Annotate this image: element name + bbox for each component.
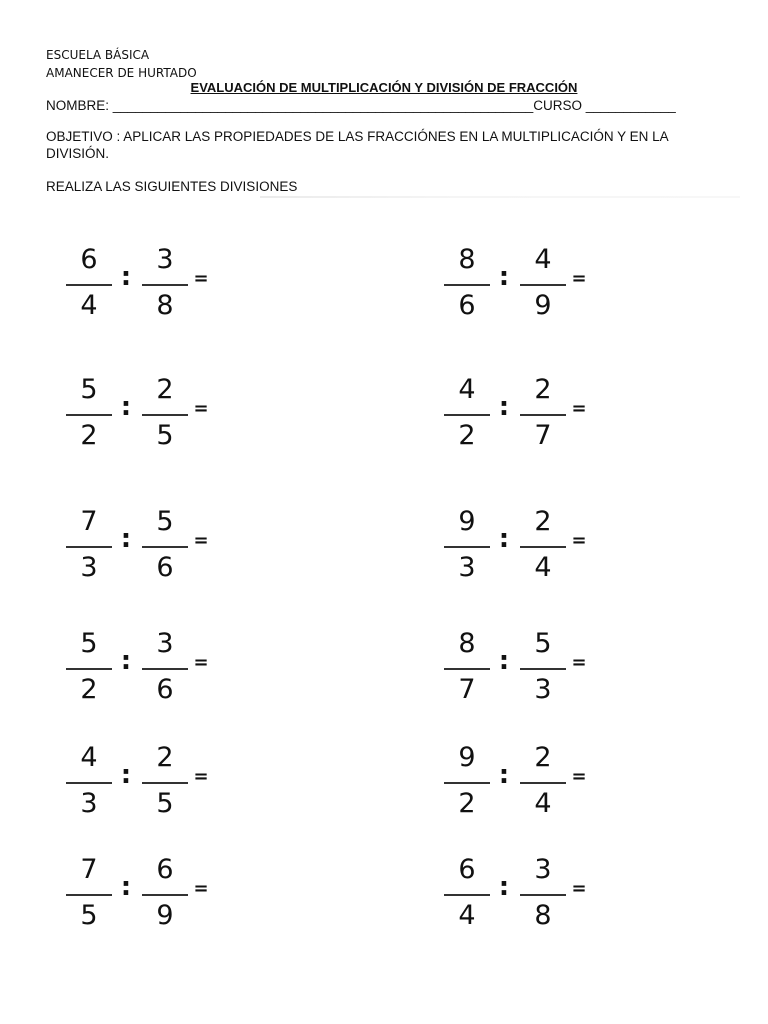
school-subtitle: AMANECER DE HURTADO: [46, 66, 197, 80]
dividend-fraction: [64, 850, 114, 940]
numerator: 2: [534, 374, 552, 405]
division-operator: :: [498, 760, 510, 790]
numerator: 7: [80, 854, 98, 885]
dividend-fraction: [64, 240, 114, 330]
denominator: 3: [534, 674, 552, 705]
division-exercise: [64, 624, 244, 714]
denominator: 6: [458, 290, 476, 321]
numerator: 2: [156, 374, 174, 405]
division-exercise: [64, 738, 244, 828]
school-name: ESCUELA BÁSICA: [46, 48, 150, 62]
fraction-bar: [142, 668, 188, 670]
fraction-bar: [520, 782, 566, 784]
fraction-bar: [444, 894, 490, 896]
fraction-bar: [520, 894, 566, 896]
equals-sign: =: [193, 766, 209, 787]
divisor-fraction: [140, 370, 190, 460]
dividend-fraction: [442, 240, 492, 330]
equals-sign: =: [193, 268, 209, 289]
numerator: 4: [80, 742, 98, 773]
equals-sign: =: [571, 268, 587, 289]
denominator: 3: [80, 788, 98, 819]
dividend-fraction: [442, 370, 492, 460]
fraction-bar: [444, 668, 490, 670]
numerator: 8: [458, 244, 476, 275]
division-exercise: [442, 850, 622, 940]
numerator: 4: [458, 374, 476, 405]
numerator: 7: [80, 506, 98, 537]
fraction-bar: [142, 782, 188, 784]
denominator: 7: [458, 674, 476, 705]
name-course-line[interactable]: NOMBRE: ________________________________________________________CURSO ____________: [46, 98, 676, 113]
division-exercise: [442, 370, 622, 460]
fraction-bar: [520, 668, 566, 670]
denominator: 3: [80, 552, 98, 583]
dividend-fraction: [442, 738, 492, 828]
fraction-bar: [66, 668, 112, 670]
division-operator: :: [120, 262, 132, 292]
divisor-fraction: [518, 738, 568, 828]
dividend-fraction: [64, 502, 114, 592]
numerator: 6: [156, 854, 174, 885]
divisor-fraction: [140, 624, 190, 714]
fraction-bar: [444, 414, 490, 416]
divisor-fraction: [518, 502, 568, 592]
denominator: 9: [534, 290, 552, 321]
dividend-fraction: [442, 624, 492, 714]
division-operator: :: [498, 646, 510, 676]
page-title: EVALUACIÓN DE MULTIPLICACIÓN Y DIVISIÓN DE FRACCIÓN: [190, 80, 578, 95]
fraction-bar: [444, 546, 490, 548]
numerator: 9: [458, 742, 476, 773]
equals-sign: =: [571, 878, 587, 899]
divisor-fraction: [140, 502, 190, 592]
division-operator: :: [120, 392, 132, 422]
fraction-bar: [444, 782, 490, 784]
numerator: 5: [534, 628, 552, 659]
school-header: [46, 46, 197, 82]
fraction-bar: [520, 546, 566, 548]
denominator: 5: [156, 420, 174, 451]
divisor-fraction: [140, 850, 190, 940]
equals-sign: =: [571, 652, 587, 673]
denominator: 4: [80, 290, 98, 321]
fraction-bar: [66, 546, 112, 548]
numerator: 2: [534, 506, 552, 537]
fraction-bar: [66, 414, 112, 416]
numerator: 5: [80, 374, 98, 405]
denominator: 9: [156, 900, 174, 931]
division-exercise: [442, 502, 622, 592]
division-exercise: [64, 850, 244, 940]
division-operator: :: [120, 760, 132, 790]
denominator: 5: [80, 900, 98, 931]
divisor-fraction: [518, 240, 568, 330]
fraction-bar: [142, 894, 188, 896]
fraction-bar: [66, 782, 112, 784]
numerator: 2: [534, 742, 552, 773]
fraction-bar: [520, 414, 566, 416]
denominator: 8: [534, 900, 552, 931]
fraction-bar: [444, 284, 490, 286]
division-exercise: [442, 738, 622, 828]
numerator: 3: [156, 244, 174, 275]
equals-sign: =: [571, 766, 587, 787]
fraction-bar: [520, 284, 566, 286]
fraction-bar: [142, 284, 188, 286]
equals-sign: =: [193, 652, 209, 673]
objective-text: OBJETIVO : APLICAR LAS PROPIEDADES DE LAS FRACCIÓNES EN LA MULTIPLICACIÓN Y EN LA DIVISIÓN.: [46, 129, 668, 161]
numerator: 5: [80, 628, 98, 659]
equals-sign: =: [193, 878, 209, 899]
dividend-fraction: [442, 502, 492, 592]
denominator: 5: [156, 788, 174, 819]
denominator: 2: [80, 420, 98, 451]
numerator: 6: [80, 244, 98, 275]
division-operator: :: [498, 872, 510, 902]
division-exercise: [64, 502, 244, 592]
division-exercise: [442, 624, 622, 714]
divisor-fraction: [140, 240, 190, 330]
fraction-bar: [66, 894, 112, 896]
divisor-fraction: [518, 624, 568, 714]
division-operator: :: [120, 872, 132, 902]
equals-sign: =: [571, 398, 587, 419]
denominator: 4: [534, 552, 552, 583]
numerator: 2: [156, 742, 174, 773]
division-operator: :: [120, 524, 132, 554]
division-operator: :: [498, 262, 510, 292]
denominator: 2: [458, 420, 476, 451]
denominator: 8: [156, 290, 174, 321]
denominator: 3: [458, 552, 476, 583]
denominator: 4: [458, 900, 476, 931]
fraction-bar: [142, 414, 188, 416]
divisor-fraction: [518, 370, 568, 460]
division-exercise: [64, 370, 244, 460]
dividend-fraction: [64, 624, 114, 714]
dividend-fraction: [442, 850, 492, 940]
scan-artifact: [260, 196, 740, 198]
equals-sign: =: [193, 398, 209, 419]
numerator: 8: [458, 628, 476, 659]
numerator: 5: [156, 506, 174, 537]
fraction-bar: [66, 284, 112, 286]
numerator: 3: [534, 854, 552, 885]
division-exercise: [442, 240, 622, 330]
numerator: 3: [156, 628, 174, 659]
divisor-fraction: [140, 738, 190, 828]
instruction-text: REALIZA LAS SIGUIENTES DIVISIONES: [46, 179, 298, 194]
fraction-bar: [142, 546, 188, 548]
dividend-fraction: [64, 738, 114, 828]
denominator: 6: [156, 552, 174, 583]
division-exercise: [64, 240, 244, 330]
numerator: 9: [458, 506, 476, 537]
denominator: 2: [458, 788, 476, 819]
equals-sign: =: [193, 530, 209, 551]
denominator: 7: [534, 420, 552, 451]
numerator: 4: [534, 244, 552, 275]
divisor-fraction: [518, 850, 568, 940]
denominator: 2: [80, 674, 98, 705]
division-operator: :: [120, 646, 132, 676]
numerator: 6: [458, 854, 476, 885]
denominator: 6: [156, 674, 174, 705]
division-operator: :: [498, 392, 510, 422]
equals-sign: =: [571, 530, 587, 551]
denominator: 4: [534, 788, 552, 819]
dividend-fraction: [64, 370, 114, 460]
division-operator: :: [498, 524, 510, 554]
